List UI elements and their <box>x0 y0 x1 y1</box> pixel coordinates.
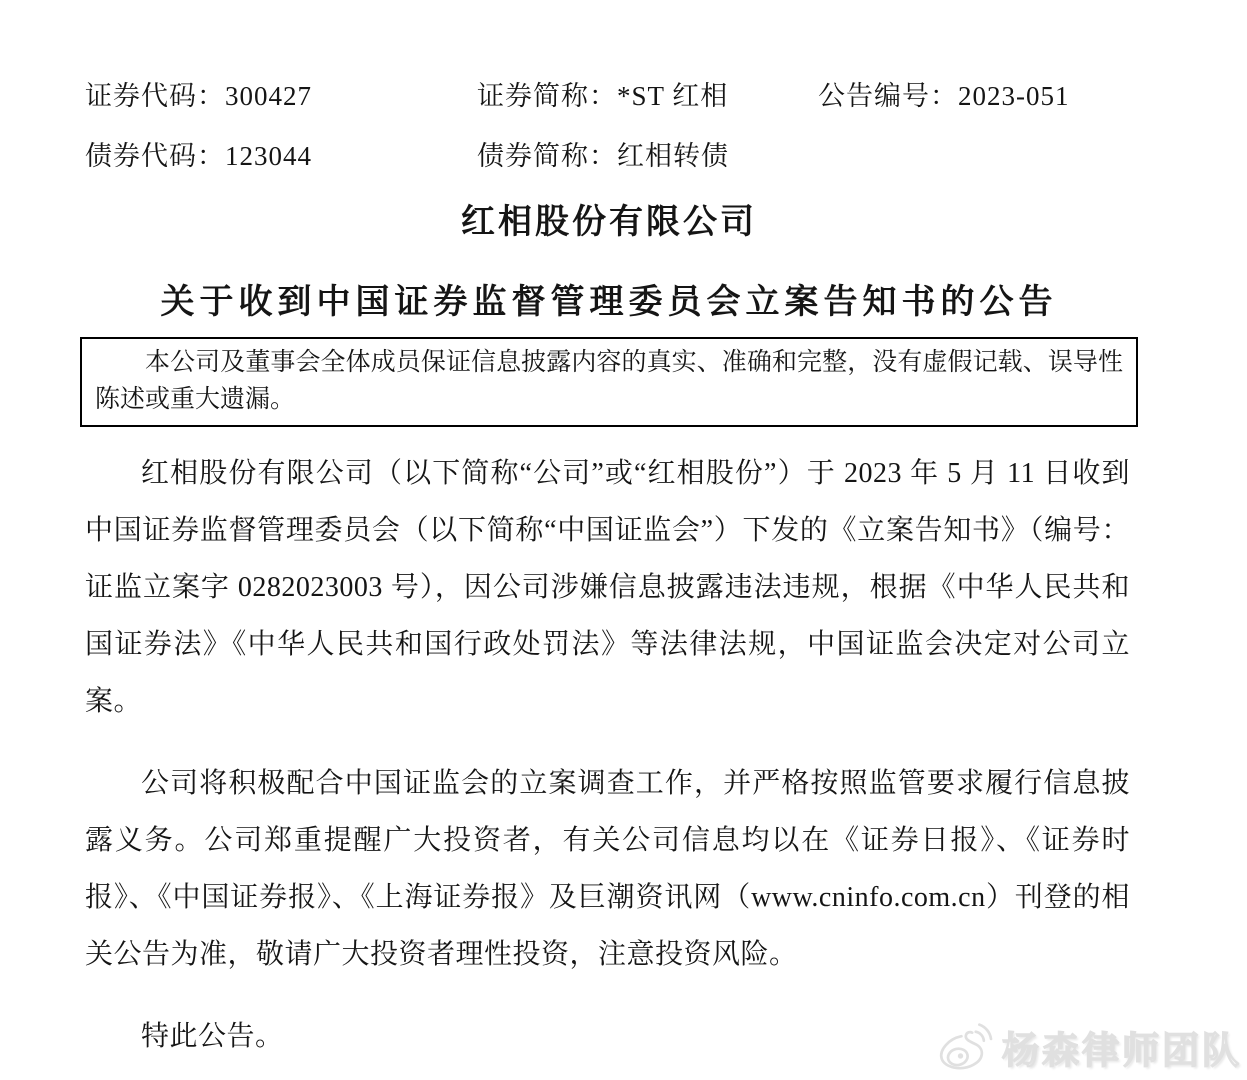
bond-abbr-field <box>477 134 729 173</box>
body-paragraph-2: 公司将积极配合中国证监会的立案调查工作，并严格按照监管要求履行信息披露义务。公司郑重提醒广大投资者，有关公司信息均以在《证券日报》、《证券时报》、《中国证券报》、《上海证券报》及巨潮资讯网（www.cninfo.com.cn）刊登的相关公告为准，敬请广大投资者理性投资，注意投资风险。 <box>85 768 1130 970</box>
body-paragraph-1: 红相股份有限公司（以下简称“公司”或“红相股份”）于 2023 年 5 月 11 日收到中国证券监督管理委员会（以下简称“中国证监会”）下发的《立案告知书》（编号：证监立案字 0282023003 号），因公司涉嫌信息披露违法违规，根据《中华人民共和国证券法》《中华人民共和国行政处罚法》等法律法规，中国证监会决定对公司立案。 <box>85 458 1130 717</box>
stock-abbr-value: *ST 红相 <box>617 81 729 111</box>
announcement-no-field <box>818 74 1070 113</box>
stock-abbr-label: 证券简称： <box>477 81 617 111</box>
bond-code-value: 123044 <box>225 141 312 171</box>
announcement-body <box>85 445 1130 1080</box>
stock-code-value: 300427 <box>225 81 312 111</box>
stock-abbr-field <box>477 74 728 113</box>
bond-abbr-label: 债券简称： <box>477 141 617 171</box>
statement-box <box>80 337 1138 427</box>
bond-code-field <box>85 134 312 173</box>
announcement-no-value: 2023-051 <box>958 81 1070 111</box>
stock-code-label: 证券代码： <box>85 81 225 111</box>
bond-abbr-value: 红相转债 <box>617 141 729 171</box>
statement-box-text: 本公司及董事会全体成员保证信息披露内容的真实、准确和完整，没有虚假记载、误导性陈述或重大遗漏。 <box>95 349 1123 413</box>
company-title: 红相股份有限公司 <box>461 204 757 241</box>
stock-code-field <box>85 74 312 113</box>
page-title: 关于收到中国证券监督管理委员会立案告知书的公告 <box>160 284 1058 321</box>
bond-code-label: 债券代码： <box>85 141 225 171</box>
announcement-no-label: 公告编号： <box>818 81 958 111</box>
closing-line: 特此公告。 <box>141 1021 284 1052</box>
watermark-text: 杨森律师团队 <box>1002 1030 1242 1071</box>
